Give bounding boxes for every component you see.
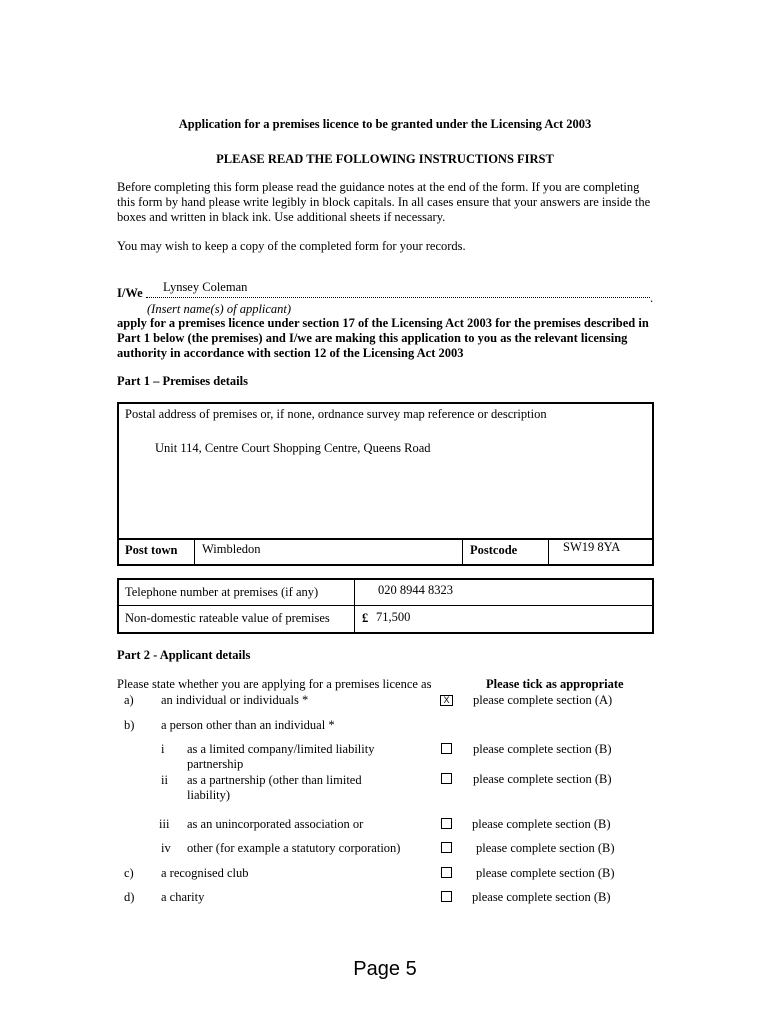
option-b-iii-label: as an unincorporated association or — [187, 817, 364, 831]
option-b-i-label-line2: partnership — [187, 757, 244, 771]
option-b-ii-label-line1: as a partnership (other than limited — [187, 773, 362, 787]
option-b-iv-note: please complete section (B) — [476, 841, 615, 855]
checkbox-partnership[interactable] — [441, 773, 452, 784]
option-c-label: a recognised club — [161, 866, 249, 880]
option-b-i-num: i — [161, 742, 165, 756]
postcode-field[interactable]: SW19 8YA — [563, 540, 621, 554]
telephone-field[interactable]: 020 8944 8323 — [378, 583, 453, 597]
option-b-letter: b) — [124, 718, 135, 732]
part2-intro: Please state whether you are applying for a premises licence as — [117, 677, 432, 691]
applicant-name-end-dot: . — [650, 291, 654, 305]
option-b-ii-note: please complete section (B) — [473, 772, 612, 786]
instructions-text: Before completing this form please read the guidance notes at the end of the form. If you are completing this form by hand please write legibly in block capitals. In all cases ensure that your answers are inside the boxes and written in black ink. Use additional sheets if necessary. — [117, 180, 651, 224]
option-a-label: an individual or individuals * — [161, 693, 309, 707]
option-d-note: please complete section (B) — [472, 890, 611, 904]
postcode-divider-right — [548, 538, 549, 566]
postcode-label: Postcode — [470, 543, 518, 557]
option-c-letter: c) — [124, 866, 134, 880]
telephone-column-divider — [354, 578, 355, 634]
checkbox-recognised-club[interactable] — [441, 867, 452, 878]
telephone-row-divider — [117, 605, 654, 606]
option-b-iii-num: iii — [159, 817, 170, 831]
rateable-label: Non-domestic rateable value of premises — [125, 611, 330, 625]
option-b-iv-label: other (for example a statutory corporation) — [187, 841, 401, 855]
tick-heading: Please tick as appropriate — [486, 677, 624, 691]
checkbox-other[interactable] — [441, 842, 452, 853]
part2-heading: Part 2 - Applicant details — [117, 648, 251, 662]
option-b-iii-note: please complete section (B) — [472, 817, 611, 831]
telephone-label: Telephone number at premises (if any) — [125, 585, 319, 599]
rateable-field[interactable]: 71,500 — [376, 610, 411, 624]
post-town-divider — [194, 538, 195, 566]
address-field[interactable]: Unit 114, Centre Court Shopping Centre, Queens Road — [155, 441, 431, 455]
option-d-letter: d) — [124, 890, 135, 904]
copy-note: You may wish to keep a copy of the completed form for your records. — [117, 239, 466, 253]
post-town-field[interactable]: Wimbledon — [202, 542, 261, 556]
option-a-letter: a) — [124, 693, 134, 707]
option-d-label: a charity — [161, 890, 205, 904]
checkbox-charity[interactable] — [441, 891, 452, 902]
option-b-i-label-line1: as a limited company/limited liability — [187, 742, 375, 756]
option-c-note: please complete section (B) — [476, 866, 615, 880]
applicant-name-field[interactable]: Lynsey Coleman — [163, 280, 248, 294]
applicant-statement: apply for a premises licence under section 17 of the Licensing Act 2003 for the premises described in Part 1 below (the premises) and I/we are making this application to you as the relevant licensing authority in accordance with section 12 of the Licensing Act 2003 — [117, 316, 649, 360]
applicant-name-hint: (Insert name(s) of applicant) — [147, 302, 292, 316]
option-b-i-note: please complete section (B) — [473, 742, 612, 756]
iwe-label: I/We — [117, 286, 143, 300]
option-b-iv-num: iv — [161, 841, 171, 855]
page-number: Page 5 — [353, 958, 417, 980]
option-b-ii-num: ii — [161, 773, 168, 787]
postcode-divider-left — [462, 538, 463, 566]
currency-symbol: £ — [362, 611, 369, 625]
part1-heading: Part 1 – Premises details — [117, 374, 248, 388]
option-a-note: please complete section (A) — [473, 693, 613, 707]
post-town-label: Post town — [125, 543, 178, 557]
address-label: Postal address of premises or, if none, ordnance survey map reference or description — [125, 407, 547, 421]
applicant-name-line — [146, 297, 650, 298]
option-b-ii-label-line2: liability) — [187, 788, 231, 802]
instructions-heading: PLEASE READ THE FOLLOWING INSTRUCTIONS FIRST — [216, 152, 554, 166]
checkbox-individual[interactable]: X — [440, 695, 453, 706]
form-title: Application for a premises licence to be granted under the Licensing Act 2003 — [178, 117, 592, 131]
option-b-label: a person other than an individual * — [161, 718, 335, 732]
checkbox-limited-company[interactable] — [441, 743, 452, 754]
checkbox-unincorporated-association[interactable] — [441, 818, 452, 829]
